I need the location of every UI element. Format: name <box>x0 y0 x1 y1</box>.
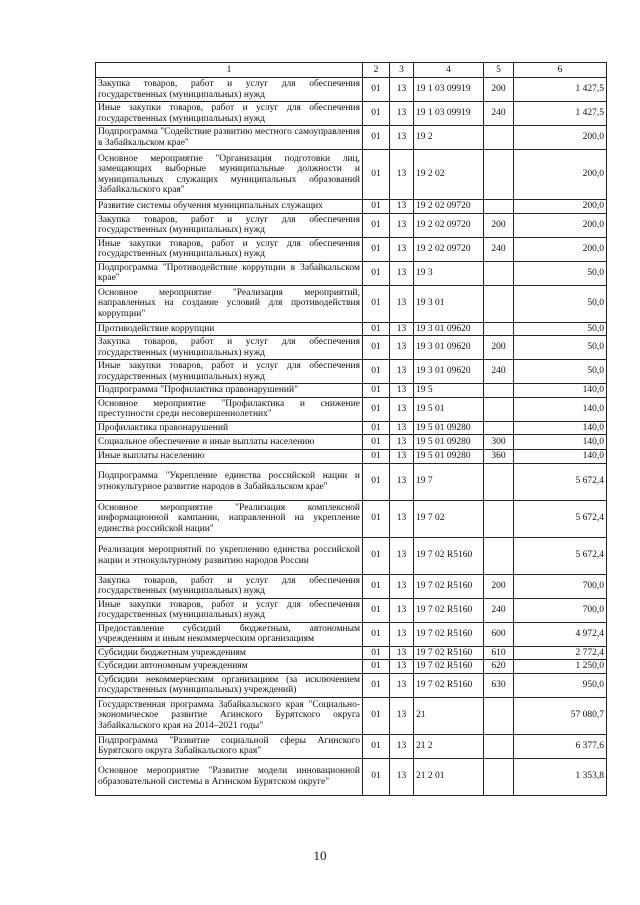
target-code-cell: 19 7 <box>414 463 484 500</box>
amount-cell: 5 672,4 <box>514 537 607 574</box>
section-code-cell: 01 <box>363 397 390 421</box>
expense-type-cell <box>484 150 514 200</box>
amount-cell: 140,0 <box>514 421 607 435</box>
target-code-cell: 19 3 01 09620 <box>414 336 484 360</box>
target-code-cell: 19 2 02 09720 <box>414 200 484 214</box>
row-name-cell: Закупка товаров, работ и услуг для обеспечения государственных (муниципальных) нужд <box>96 78 363 102</box>
amount-cell: 950,0 <box>514 673 607 697</box>
subsection-code-cell: 13 <box>390 450 414 464</box>
table-row <box>96 397 607 421</box>
row-name-cell: Иные закупки товаров, работ и услуг для обеспечения государственных (муниципальных) нужд <box>96 237 363 261</box>
table-row <box>96 285 607 322</box>
row-name-cell: Предоставление субсидий бюджетным, автономным учреждениям и иным некоммерческим организациям <box>96 622 363 646</box>
section-code-cell: 01 <box>363 322 390 336</box>
amount-cell: 700,0 <box>514 598 607 622</box>
expense-type-cell: 200 <box>484 213 514 237</box>
table-row <box>96 384 607 398</box>
expense-type-cell: 240 <box>484 598 514 622</box>
row-name-cell: Основное мероприятие "Развитие модели инновационной образовательной системы в Агинском Бурятском округе" <box>96 758 363 795</box>
target-code-cell: 19 1 03 09919 <box>414 78 484 102</box>
section-code-cell: 01 <box>363 285 390 322</box>
expense-type-cell: 620 <box>484 660 514 674</box>
table-row <box>96 336 607 360</box>
section-code-cell: 01 <box>363 435 390 450</box>
amount-cell: 200,0 <box>514 213 607 237</box>
expense-type-cell <box>484 500 514 537</box>
table-row <box>96 237 607 261</box>
expense-type-cell <box>484 126 514 150</box>
target-code-cell: 19 5 <box>414 384 484 398</box>
expense-type-cell <box>484 285 514 322</box>
expense-type-cell: 600 <box>484 622 514 646</box>
subsection-code-cell: 13 <box>390 336 414 360</box>
expense-type-cell: 240 <box>484 237 514 261</box>
section-code-cell: 01 <box>363 463 390 500</box>
section-code-cell: 01 <box>363 102 390 126</box>
column-header: 4 <box>414 63 484 78</box>
amount-cell: 50,0 <box>514 261 607 285</box>
amount-cell: 5 672,4 <box>514 500 607 537</box>
expense-type-cell <box>484 322 514 336</box>
target-code-cell: 19 5 01 <box>414 397 484 421</box>
target-code-cell: 19 2 02 09720 <box>414 213 484 237</box>
row-name-cell: Иные закупки товаров, работ и услуг для обеспечения государственных (муниципальных) нужд <box>96 598 363 622</box>
subsection-code-cell: 13 <box>390 622 414 646</box>
row-name-cell: Иные выплаты населению <box>96 450 363 464</box>
subsection-code-cell: 13 <box>390 697 414 734</box>
expense-type-cell: 360 <box>484 450 514 464</box>
section-code-cell: 01 <box>363 598 390 622</box>
row-name-cell: Закупка товаров, работ и услуг для обеспечения государственных (муниципальных) нужд <box>96 213 363 237</box>
subsection-code-cell: 13 <box>390 574 414 598</box>
table-row <box>96 500 607 537</box>
expense-type-cell: 200 <box>484 78 514 102</box>
target-code-cell: 19 5 01 09280 <box>414 435 484 450</box>
subsection-code-cell: 13 <box>390 758 414 795</box>
column-header: 6 <box>514 63 607 78</box>
table-row <box>96 758 607 795</box>
table-row <box>96 78 607 102</box>
table-row <box>96 200 607 214</box>
row-name-cell: Подпрограмма "Содействие развитию местного самоуправления в Забайкальском крае" <box>96 126 363 150</box>
row-name-cell: Государственная программа Забайкальского края "Социально-экономическое развитие Агинского Бурятского округа Забайкальского края на 2014–2021 годы" <box>96 697 363 734</box>
amount-cell: 2 772,4 <box>514 646 607 660</box>
table-row <box>96 622 607 646</box>
row-name-cell: Развитие системы обучения муниципальных служащих <box>96 200 363 214</box>
row-name-cell: Закупка товаров, работ и услуг для обеспечения государственных (муниципальных) нужд <box>96 336 363 360</box>
expense-type-cell <box>484 463 514 500</box>
section-code-cell: 01 <box>363 660 390 674</box>
row-name-cell: Основное мероприятие "Профилактика и снижение преступности среди несовершеннолетних" <box>96 397 363 421</box>
amount-cell: 140,0 <box>514 384 607 398</box>
subsection-code-cell: 13 <box>390 237 414 261</box>
page-number: 10 <box>313 848 327 863</box>
subsection-code-cell: 13 <box>390 646 414 660</box>
section-code-cell: 01 <box>363 574 390 598</box>
section-code-cell: 01 <box>363 384 390 398</box>
expense-type-cell <box>484 537 514 574</box>
row-name-cell: Основное мероприятие "Организация подготовки лиц, замещающих выборные муниципальные должности и муниципальных служащих муниципальных образований Забайкальского края" <box>96 150 363 200</box>
row-name-cell: Подпрограмма "Укрепление единства российской нации и этнокультурное развитие народов в Забайкальском крае" <box>96 463 363 500</box>
row-name-cell: Иные закупки товаров, работ и услуг для обеспечения государственных (муниципальных) нужд <box>96 102 363 126</box>
amount-cell: 6 377,6 <box>514 734 607 758</box>
row-name-cell: Основное мероприятие "Реализация мероприятий, направленных на создание условий для противодействия коррупции" <box>96 285 363 322</box>
expense-type-cell: 240 <box>484 102 514 126</box>
section-code-cell: 01 <box>363 537 390 574</box>
section-code-cell: 01 <box>363 126 390 150</box>
subsection-code-cell: 13 <box>390 150 414 200</box>
table-row <box>96 450 607 464</box>
subsection-code-cell: 13 <box>390 102 414 126</box>
expense-type-cell: 200 <box>484 336 514 360</box>
target-code-cell: 19 3 <box>414 261 484 285</box>
section-code-cell: 01 <box>363 78 390 102</box>
section-code-cell: 01 <box>363 646 390 660</box>
row-name-cell: Противодействие коррупции <box>96 322 363 336</box>
expense-type-cell: 610 <box>484 646 514 660</box>
target-code-cell: 19 7 02 R5160 <box>414 646 484 660</box>
expense-type-cell: 240 <box>484 360 514 384</box>
amount-cell: 1 427,5 <box>514 102 607 126</box>
section-code-cell: 01 <box>363 237 390 261</box>
table-row <box>96 102 607 126</box>
expense-type-cell <box>484 261 514 285</box>
subsection-code-cell: 13 <box>390 673 414 697</box>
subsection-code-cell: 13 <box>390 261 414 285</box>
amount-cell: 200,0 <box>514 126 607 150</box>
section-code-cell: 01 <box>363 734 390 758</box>
column-header: 5 <box>484 63 514 78</box>
subsection-code-cell: 13 <box>390 598 414 622</box>
target-code-cell: 19 7 02 R5160 <box>414 660 484 674</box>
target-code-cell: 19 7 02 <box>414 500 484 537</box>
amount-cell: 200,0 <box>514 150 607 200</box>
row-name-cell: Субсидии автономным учреждениям <box>96 660 363 674</box>
target-code-cell: 19 2 <box>414 126 484 150</box>
target-code-cell: 19 7 02 R5160 <box>414 622 484 646</box>
amount-cell: 50,0 <box>514 336 607 360</box>
row-name-cell: Подпрограмма "Противодействие коррупции в Забайкальском крае" <box>96 261 363 285</box>
table-row <box>96 574 607 598</box>
amount-cell: 1 427,5 <box>514 78 607 102</box>
row-name-cell: Субсидии некоммерческим организациям (за исключением государственных (муниципальных) учреждений) <box>96 673 363 697</box>
target-code-cell: 21 2 01 <box>414 758 484 795</box>
section-code-cell: 01 <box>363 336 390 360</box>
table-row <box>96 463 607 500</box>
section-code-cell: 01 <box>363 150 390 200</box>
amount-cell: 5 672,4 <box>514 463 607 500</box>
target-code-cell: 19 3 01 <box>414 285 484 322</box>
budget-table <box>95 62 607 796</box>
expense-type-cell: 300 <box>484 435 514 450</box>
amount-cell: 700,0 <box>514 574 607 598</box>
subsection-code-cell: 13 <box>390 397 414 421</box>
section-code-cell: 01 <box>363 622 390 646</box>
target-code-cell: 19 7 02 R5160 <box>414 537 484 574</box>
column-header: 2 <box>363 63 390 78</box>
table-row <box>96 646 607 660</box>
target-code-cell: 19 7 02 R5160 <box>414 673 484 697</box>
table-row <box>96 421 607 435</box>
table-row <box>96 537 607 574</box>
expense-type-cell <box>484 734 514 758</box>
section-code-cell: 01 <box>363 500 390 537</box>
section-code-cell: 01 <box>363 213 390 237</box>
row-name-cell: Подпрограмма "Развитие социальной сферы Агинского Бурятского округа Забайкальского края" <box>96 734 363 758</box>
table-row <box>96 697 607 734</box>
table-row <box>96 322 607 336</box>
amount-cell: 140,0 <box>514 397 607 421</box>
table-body <box>96 78 607 796</box>
target-code-cell: 19 5 01 09280 <box>414 421 484 435</box>
column-header: 1 <box>96 63 363 78</box>
target-code-cell: 19 3 01 09620 <box>414 322 484 336</box>
amount-cell: 50,0 <box>514 285 607 322</box>
table-row <box>96 261 607 285</box>
target-code-cell: 21 <box>414 697 484 734</box>
target-code-cell: 19 7 02 R5160 <box>414 574 484 598</box>
section-code-cell: 01 <box>363 450 390 464</box>
amount-cell: 1 353,8 <box>514 758 607 795</box>
subsection-code-cell: 13 <box>390 384 414 398</box>
subsection-code-cell: 13 <box>390 322 414 336</box>
subsection-code-cell: 13 <box>390 78 414 102</box>
table-row <box>96 734 607 758</box>
section-code-cell: 01 <box>363 261 390 285</box>
section-code-cell: 01 <box>363 200 390 214</box>
column-header: 3 <box>390 63 414 78</box>
expense-type-cell <box>484 421 514 435</box>
row-name-cell: Реализация мероприятий по укреплению единства российской нации и этнокультурному развитию народов России <box>96 537 363 574</box>
subsection-code-cell: 13 <box>390 660 414 674</box>
amount-cell: 200,0 <box>514 237 607 261</box>
amount-cell: 4 972,4 <box>514 622 607 646</box>
subsection-code-cell: 13 <box>390 285 414 322</box>
target-code-cell: 19 7 02 R5160 <box>414 598 484 622</box>
row-name-cell: Основное мероприятие "Реализация комплексной информационной кампании, направленной на укрепление единства российской нации" <box>96 500 363 537</box>
amount-cell: 50,0 <box>514 322 607 336</box>
subsection-code-cell: 13 <box>390 360 414 384</box>
target-code-cell: 19 2 02 <box>414 150 484 200</box>
row-name-cell: Субсидии бюджетным учреждениям <box>96 646 363 660</box>
table-row <box>96 598 607 622</box>
table-row <box>96 360 607 384</box>
table-header-row <box>96 63 607 78</box>
subsection-code-cell: 13 <box>390 734 414 758</box>
expense-type-cell <box>484 384 514 398</box>
table-row <box>96 126 607 150</box>
expense-type-cell <box>484 200 514 214</box>
subsection-code-cell: 13 <box>390 537 414 574</box>
amount-cell: 50,0 <box>514 360 607 384</box>
expense-type-cell <box>484 697 514 734</box>
subsection-code-cell: 13 <box>390 200 414 214</box>
row-name-cell: Подпрограмма "Профилактика правонарушений" <box>96 384 363 398</box>
expense-type-cell: 200 <box>484 574 514 598</box>
target-code-cell: 19 5 01 09280 <box>414 450 484 464</box>
section-code-cell: 01 <box>363 758 390 795</box>
row-name-cell: Закупка товаров, работ и услуг для обеспечения государственных (муниципальных) нужд <box>96 574 363 598</box>
subsection-code-cell: 13 <box>390 500 414 537</box>
table-row <box>96 660 607 674</box>
row-name-cell: Иные закупки товаров, работ и услуг для обеспечения государственных (муниципальных) нужд <box>96 360 363 384</box>
expense-type-cell <box>484 397 514 421</box>
amount-cell: 200,0 <box>514 200 607 214</box>
expense-type-cell: 630 <box>484 673 514 697</box>
amount-cell: 1 250,0 <box>514 660 607 674</box>
target-code-cell: 21 2 <box>414 734 484 758</box>
target-code-cell: 19 3 01 09620 <box>414 360 484 384</box>
section-code-cell: 01 <box>363 697 390 734</box>
table-row <box>96 435 607 450</box>
amount-cell: 57 080,7 <box>514 697 607 734</box>
subsection-code-cell: 13 <box>390 213 414 237</box>
subsection-code-cell: 13 <box>390 421 414 435</box>
table-row <box>96 213 607 237</box>
amount-cell: 140,0 <box>514 435 607 450</box>
section-code-cell: 01 <box>363 360 390 384</box>
subsection-code-cell: 13 <box>390 463 414 500</box>
expense-type-cell <box>484 758 514 795</box>
row-name-cell: Профилактика правонарушений <box>96 421 363 435</box>
subsection-code-cell: 13 <box>390 126 414 150</box>
table-row <box>96 150 607 200</box>
section-code-cell: 01 <box>363 673 390 697</box>
section-code-cell: 01 <box>363 421 390 435</box>
amount-cell: 140,0 <box>514 450 607 464</box>
row-name-cell: Социальное обеспечение и иные выплаты населению <box>96 435 363 450</box>
subsection-code-cell: 13 <box>390 435 414 450</box>
target-code-cell: 19 1 03 09919 <box>414 102 484 126</box>
target-code-cell: 19 2 02 09720 <box>414 237 484 261</box>
table-row <box>96 673 607 697</box>
